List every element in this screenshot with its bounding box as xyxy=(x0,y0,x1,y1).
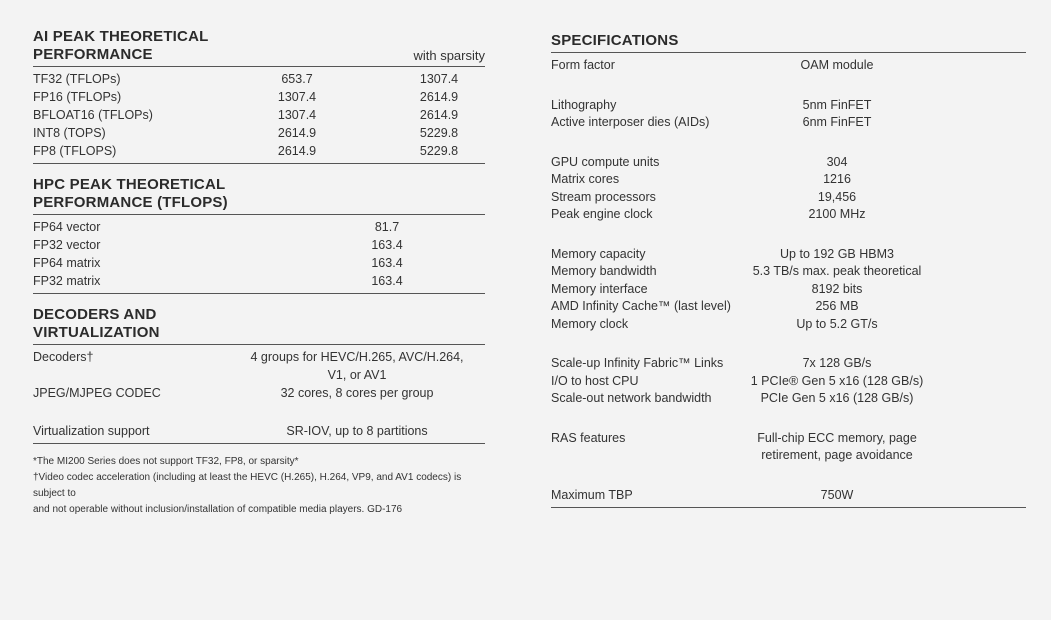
spec-label: Form factor xyxy=(551,58,615,72)
spec-label: Matrix cores xyxy=(551,172,620,186)
footnote-sparsity: *The MI200 Series does not support TF32, FP8, or sparsity* xyxy=(33,456,299,467)
ai-peak-title-line2: PERFORMANCE xyxy=(33,46,153,63)
row-label: BFLOAT16 (TFLOPs) xyxy=(33,108,153,122)
row-value: 2614.9 xyxy=(277,126,317,140)
spec-row xyxy=(551,263,1026,281)
footnote-codec-line1: †Video codec acceleration (including at least the HEVC (H.265), H.264, VP9, and AV1 codecs) is subject to xyxy=(33,472,462,499)
table-row xyxy=(33,366,485,384)
hpc-peak-table xyxy=(33,215,485,294)
spec-row xyxy=(551,430,1026,448)
spec-label: Scale-out network bandwidth xyxy=(551,391,712,405)
spec-label: Memory interface xyxy=(551,281,648,296)
row-value: 163.4 xyxy=(371,274,403,288)
table-row xyxy=(33,124,485,142)
ai-peak-header xyxy=(33,28,485,67)
ai-peak-table xyxy=(33,67,485,164)
table-row xyxy=(33,272,485,290)
spec-value: PCIe Gen 5 x16 (128 GB/s) xyxy=(760,391,914,405)
row-label: Decoders† xyxy=(33,350,94,364)
spec-row xyxy=(551,281,1026,299)
spec-value: 8192 bits xyxy=(811,281,863,296)
row-label: FP64 matrix xyxy=(33,256,101,270)
table-row xyxy=(33,384,485,402)
row-value-cont: V1, or AV1 xyxy=(327,368,387,382)
row-value: 4 groups for HEVC/H.265, AVC/H.264, xyxy=(250,350,464,364)
spec-value: 304 xyxy=(826,154,848,169)
spec-label: Peak engine clock xyxy=(551,207,653,221)
spec-label: Active interposer dies (AIDs) xyxy=(551,115,710,129)
spec-label: RAS features xyxy=(551,430,626,445)
spec-row xyxy=(551,97,1026,115)
spec-label: Lithography xyxy=(551,97,617,112)
row-value: 1307.4 xyxy=(277,108,317,122)
table-row xyxy=(33,348,485,366)
row-value: 1307.4 xyxy=(277,90,317,104)
spec-row xyxy=(551,447,1026,465)
footnotes xyxy=(33,454,485,518)
row-label: FP8 (TFLOPS) xyxy=(33,144,117,158)
row-label: Virtualization support xyxy=(33,424,150,438)
row-value: SR-IOV, up to 8 partitions xyxy=(286,424,428,438)
spec-value-cont: retirement, page avoidance xyxy=(761,448,913,462)
spec-label: Maximum TBP xyxy=(551,487,633,502)
decoders-title-line2: VIRTUALIZATION xyxy=(33,324,160,341)
table-row xyxy=(33,88,485,106)
spec-value: 750W xyxy=(820,487,854,502)
spec-row xyxy=(551,114,1026,132)
hpc-peak-header xyxy=(33,176,485,215)
row-label: FP16 (TFLOPs) xyxy=(33,90,122,104)
sparsity-column-header: with sparsity xyxy=(413,48,485,63)
spec-row xyxy=(551,154,1026,172)
specifications-table xyxy=(551,53,1026,508)
spec-label: Memory bandwidth xyxy=(551,264,657,278)
row-label: JPEG/MJPEG CODEC xyxy=(33,386,161,400)
row-sparsity-value: 2614.9 xyxy=(419,90,459,104)
spec-label: Stream processors xyxy=(551,189,656,204)
row-value: 163.4 xyxy=(371,256,403,270)
spec-row xyxy=(551,316,1026,334)
table-row xyxy=(33,142,485,160)
row-label: INT8 (TOPS) xyxy=(33,126,106,140)
row-value: 2614.9 xyxy=(277,144,317,158)
footnote-codec-line2: and not operable without inclusion/installation of compatible media players. GD-176 xyxy=(33,504,403,515)
spec-value: OAM module xyxy=(800,58,874,72)
spec-value: 1 PCIe® Gen 5 x16 (128 GB/s) xyxy=(750,373,924,388)
spec-label: Memory capacity xyxy=(551,246,646,261)
row-label: TF32 (TFLOPs) xyxy=(33,72,121,86)
spec-row xyxy=(551,373,1026,391)
spec-row xyxy=(551,355,1026,373)
decoders-table xyxy=(33,345,485,444)
table-row xyxy=(33,422,485,440)
table-row xyxy=(33,106,485,124)
hpc-peak-title-line2: PERFORMANCE (TFLOPS) xyxy=(33,194,228,211)
spec-row xyxy=(551,246,1026,264)
spec-row xyxy=(551,189,1026,207)
decoders-header xyxy=(33,306,485,345)
decoders-title-line1: DECODERS AND xyxy=(33,306,157,323)
spec-value: 2100 MHz xyxy=(808,207,866,221)
spec-value: 7x 128 GB/s xyxy=(802,356,872,370)
spec-label: Scale-up Infinity Fabric™ Links xyxy=(551,356,724,370)
spec-value: 256 MB xyxy=(815,299,859,313)
row-sparsity-value: 2614.9 xyxy=(419,108,459,122)
table-row xyxy=(33,70,485,88)
spec-label: AMD Infinity Cache™ (last level) xyxy=(551,299,731,313)
row-sparsity-value: 5229.8 xyxy=(419,126,459,140)
spec-value: Full-chip ECC memory, page xyxy=(757,430,917,445)
spec-label: Memory clock xyxy=(551,316,629,331)
spec-row xyxy=(551,206,1026,224)
row-sparsity-value: 1307.4 xyxy=(419,72,459,86)
ai-peak-title-line1: AI PEAK THEORETICAL xyxy=(33,28,209,45)
row-value: 81.7 xyxy=(374,220,400,234)
spec-row xyxy=(551,298,1026,316)
spec-value: 1216 xyxy=(823,172,851,186)
row-value: 32 cores, 8 cores per group xyxy=(280,386,434,400)
left-column xyxy=(33,28,485,518)
row-sparsity-value: 5229.8 xyxy=(419,144,459,158)
hpc-peak-title-line1: HPC PEAK THEORETICAL xyxy=(33,176,226,193)
specifications-header xyxy=(551,28,1026,53)
spec-value: Up to 5.2 GT/s xyxy=(796,316,878,331)
right-column xyxy=(551,28,1026,508)
row-label: FP64 vector xyxy=(33,220,101,234)
spec-row xyxy=(551,390,1026,408)
table-row xyxy=(33,254,485,272)
table-row xyxy=(33,218,485,236)
spec-value: 19,456 xyxy=(817,189,857,204)
row-value: 653.7 xyxy=(281,72,313,86)
spec-row xyxy=(551,487,1026,505)
row-label: FP32 vector xyxy=(33,238,101,252)
spec-label: GPU compute units xyxy=(551,154,660,169)
spec-row xyxy=(551,57,1026,75)
spec-value: 5nm FinFET xyxy=(802,97,872,112)
spec-row xyxy=(551,171,1026,189)
spec-value: 5.3 TB/s max. peak theoretical xyxy=(752,264,922,278)
spec-value: 6nm FinFET xyxy=(802,115,872,129)
spec-value: Up to 192 GB HBM3 xyxy=(780,246,894,261)
specifications-title: SPECIFICATIONS xyxy=(551,32,679,49)
spec-label: I/O to host CPU xyxy=(551,373,639,388)
row-label: FP32 matrix xyxy=(33,274,101,288)
table-row xyxy=(33,236,485,254)
row-value: 163.4 xyxy=(371,238,403,252)
